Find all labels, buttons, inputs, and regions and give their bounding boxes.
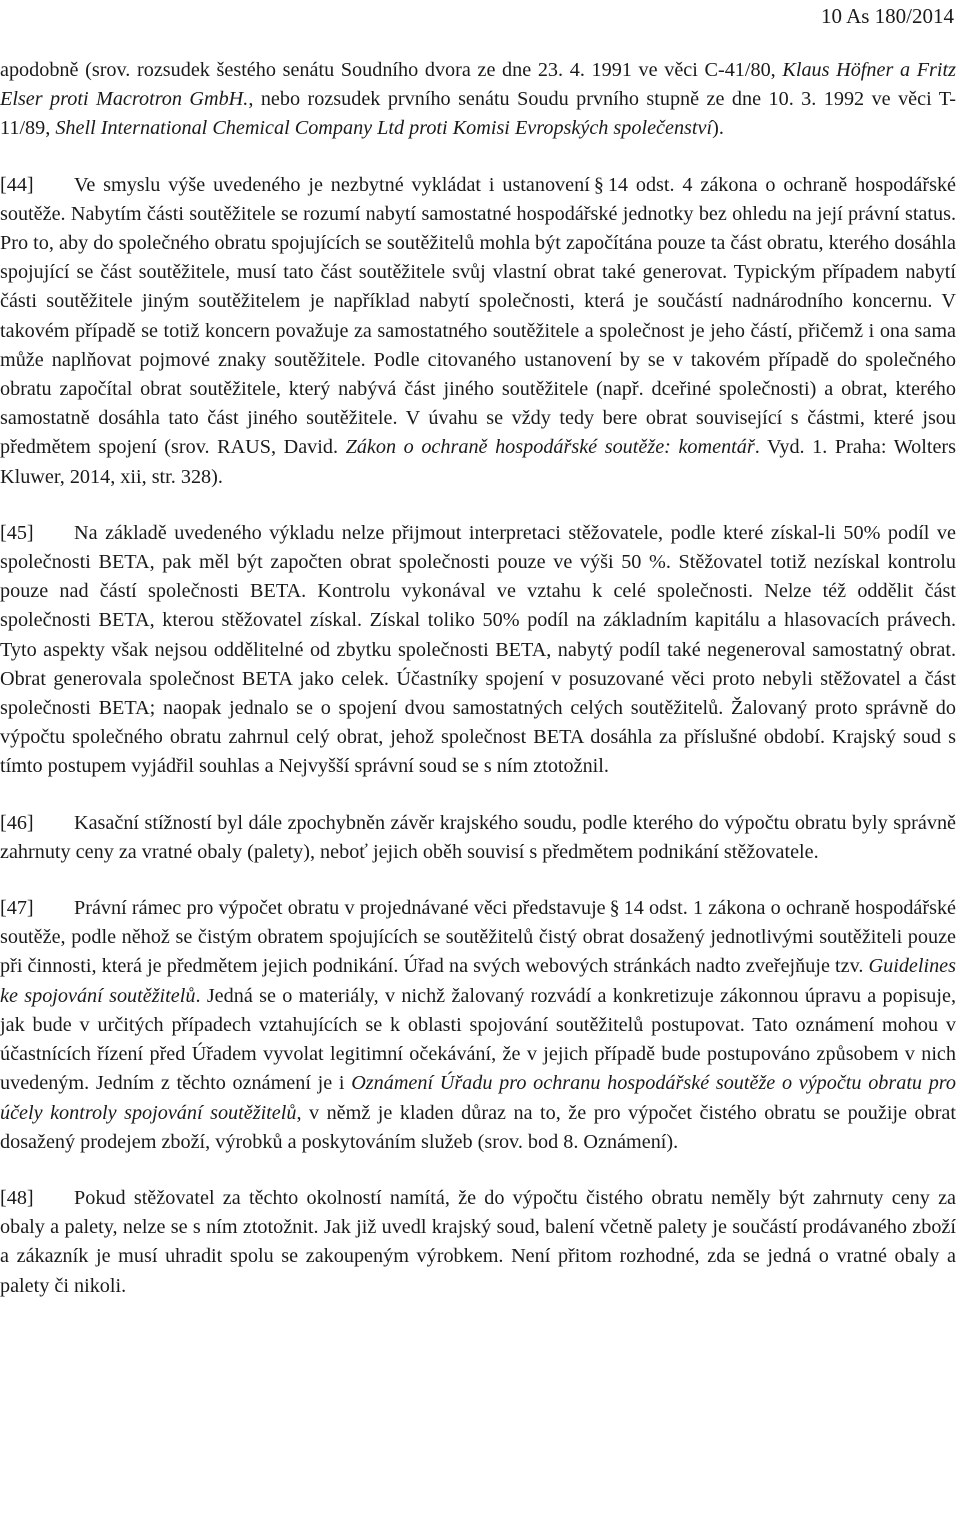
paragraph-number: [48]: [0, 1186, 34, 1209]
section-sign: §: [593, 173, 604, 196]
paragraph-number: [47]: [0, 897, 34, 920]
section-sign: §: [609, 897, 620, 920]
paragraph-44: [44] Ve smyslu výše uvedeného je nezbytné vykládat i ustanovení § 14 odst. 4 zákona o ochraně hospodářské soutěže. Nabytím části soutěžitele se rozumí nabytí samostatné hospodářské jednotky bez ohledu na její právní status. Pro to, aby do společného obratu spojujících se soutěžitelů mohla být započítána pouze ta část obratu, kterého dosáhla spojující se část soutěžitele, musí tato část soutěžitele svůj vlastní obrat také generovat. Typickým případem nabytí části soutěžitele jiným soutěžitelem je například nabytí společnosti, která je součástí nadnárodního koncernu. V takovém případě se totiž koncern považuje za samostatného soutěžitele a společnost je jeho částí, přičemž i ona sama může naplňovat pojmové znaky soutěžitele. Podle citovaného ustanovení by se v takovém případě do společného obratu započítal obrat soutěžitele, který nabývá část jiného soutěžitele (např. dceřiné společnosti) a obrat, kterého samostatně dosáhla tato část jiného soutěžitele. V úvahu se vždy tedy bere obrat související s částmi, které jsou předmětem spojení (srov. RAUS, David. Zákon o ochraně hospodářské soutěže: komentář. Vyd. 1. Praha: Wolters Kluwer, 2014, xii, str. 328).: [0, 171, 956, 492]
paragraph-48: [48] Pokud stěžovatel za těchto okolností namítá, že do výpočtu čistého obratu neměly být zahrnuty ceny za obaly a palety, nelze se s ním ztotožnit. Jak již uvedl krajský soud, balení včetně palety je součástí prodávaného zboží a zákazník je musí uhradit spolu se zakoupeným výrobkem. Není přitom rozhodné, zda se jedná o vratné obaly a palety či nikoli.: [0, 1184, 956, 1301]
document-body: [0, 56, 956, 1328]
paragraph-47: [47] Právní rámec pro výpočet obratu v projednávané věci představuje § 14 odst. 1 zákona o ochraně hospodářské soutěže, podle něhož se čistým obratem spojujících se soutěžitelů čistý obrat dosažený jednotlivými soutěžiteli pouze při činnosti, která je předmětem jejich podnikání. Úřad na svých webových stránkách nadto zveřejňuje tzv. Guidelines ke spojování soutěžitelů. Jedná se o materiály, v nichž žalovaný rozvádí a konkretizuje zákonnou úpravu a popisuje, jak bude v určitých případech vztahujících se k oblasti spojování soutěžitelů postupovat. Tato oznámení mohou v účastnících řízení před Úřadem vyvolat legitimní očekávání, že v jejich případě bude postupováno způsobem v nich uvedeným. Jedním z těchto oznámení je i Oznámení Úřadu pro ochranu hospodářské soutěže o výpočtu obratu pro účely kontroly spojování soutěžitelů, v němž je kladen důraz na to, že pro výpočet čistého obratu se použije obrat dosažený prodejem zboží, výrobků a poskytováním služeb (srov. bod 8. Oznámení).: [0, 894, 956, 1157]
paragraph-45: [45] Na základě uvedeného výkladu nelze přijmout interpretaci stěžovatele, podle které získal-li 50% podíl ve společnosti BETA, pak měl být započten obrat společnosti pouze ve výši 50 %. Stěžovatel totiž nezískal kontrolu pouze nad částí společnosti BETA. Kontrolu vykonával ve vztahu k celé společnosti. Nelze též oddělit část společnosti BETA, kterou stěžovatel získal. Získal toliko 50% podíl na základním kapitálu a hlasovacích právech. Tyto aspekty však nejsou oddělitelné od zbytku společnosti BETA, nabytý podíl také negeneroval samostatný obrat. Obrat generovala společnost BETA jako celek. Účastníky spojení v posuzované věci proto nebyli stěžovatel a část společnosti BETA; naopak jednalo se o spojení dvou samostatných celých soutěžitelů. Žalovaný proto správně do výpočtu společného obratu zahrnul celý obrat, jehož společnost BETA dosáhla za příslušné období. Krajský soud s tímto postupem vyjádřil souhlas a Nejvyšší správní soud se s ním ztotožnil.: [0, 519, 956, 782]
paragraph-intro: apodobně (srov. rozsudek šestého senátu Soudního dvora ze dne 23. 4. 1991 ve věci C-41/80, Klaus Höfner a Fritz Elser proti Macrotron GmbH., nebo rozsudek prvního senátu Soudu prvního stupně ze dne 10. 3. 1992 ve věci T-11/89, Shell International Chemical Company Ltd proti Komisi Evropských společenství).: [0, 59, 956, 140]
paragraph-number: [45]: [0, 521, 34, 544]
paragraph-number: [46]: [0, 811, 34, 834]
case-name-shell: Shell International Chemical Company Ltd proti Komisi Evropských společenství: [55, 117, 713, 140]
file-number: 10 As 180/2014: [820, 4, 954, 28]
citation-title: Zákon o ochraně hospodářské soutěže: komentář: [345, 436, 755, 459]
case-name-hofner: Klaus Höfner a Fritz Elser proti Macrotron GmbH.: [0, 59, 956, 111]
notice-title: Oznámení Úřadu pro ochranu hospodářské soutěže o výpočtu obratu pro účely kontroly spojování soutěžitelů: [0, 1072, 957, 1124]
paragraph-number: [44]: [0, 173, 34, 196]
paragraph-46: [46] Kasační stížností byl dále zpochybněn závěr krajského soudu, podle kterého do výpočtu obratu byly správně zahrnuty ceny za vratné obaly (palety), neboť jejich oběh souvisí s předmětem podnikání stěžovatele.: [0, 809, 956, 867]
guidelines-title: Guidelines ke spojování soutěžitelů: [0, 955, 956, 1007]
